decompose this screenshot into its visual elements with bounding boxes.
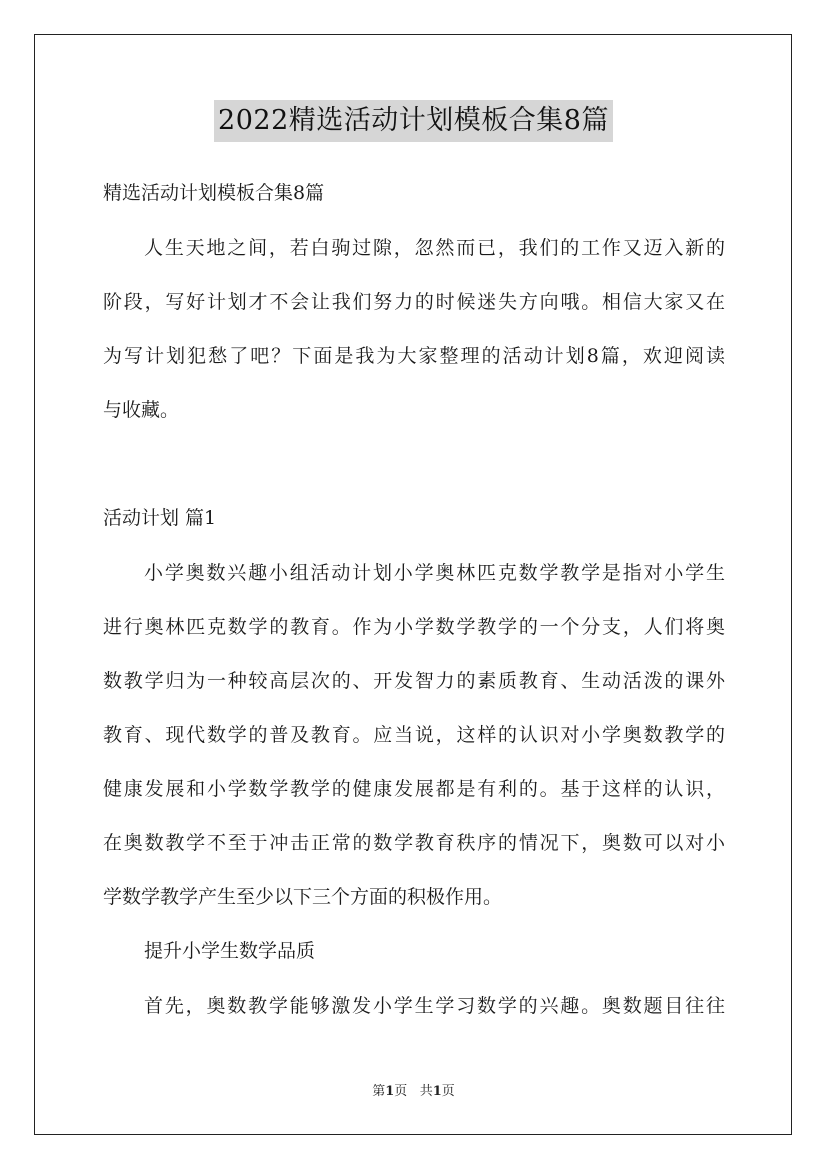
intro-line: 为写计划犯愁了吧？下面是我为大家整理的活动计划8篇，欢迎阅读 (103, 345, 725, 367)
section-line: 小学奥数兴趣小组活动计划小学奥林匹克数学教学是指对小学生 (144, 562, 725, 584)
section-line: 在奥数教学不至于冲击正常的数学教育秩序的情况下，奥数可以对小 (103, 832, 725, 854)
document-subtitle: 精选活动计划模板合集8篇 (103, 182, 325, 204)
section-line: 教育、现代数学的普及教育。应当说，这样的认识对小学奥数教学的 (103, 724, 725, 746)
footer-suffix: 页 (441, 1084, 455, 1099)
intro-line: 阶段，写好计划才不会让我们努力的时候迷失方向哦。相信大家又在 (103, 291, 725, 313)
intro-line: 与收藏。 (103, 399, 180, 421)
section-line: 学数学教学产生至少以下三个方面的积极作用。 (103, 886, 503, 908)
document-title: 2022精选活动计划模板合集8篇 (214, 100, 613, 142)
footer-mid: 页 共 (394, 1084, 433, 1099)
section-line: 进行奥林匹克数学的教育。作为小学数学教学的一个分支，人们将奥 (103, 616, 725, 638)
section-line: 数教学归为一种较高层次的、开发智力的素质教育、生动活泼的课外 (103, 670, 725, 692)
title-container (0, 100, 827, 142)
body-line: 首先，奥数教学能够激发小学生学习数学的兴趣。奥数题目往往 (144, 995, 725, 1017)
subheading: 提升小学生数学品质 (144, 940, 316, 962)
footer-page-current: 1 (385, 1084, 395, 1099)
section-line: 健康发展和小学数学教学的健康发展都是有利的。基于这样的认识， (103, 778, 725, 800)
intro-line: 人生天地之间，若白驹过隙，忽然而已，我们的工作又迈入新的 (144, 237, 725, 259)
section-heading: 活动计划 篇1 (103, 507, 217, 529)
page-footer (0, 1082, 827, 1102)
footer-prefix: 第 (372, 1084, 386, 1099)
footer-page-total: 1 (432, 1084, 442, 1099)
